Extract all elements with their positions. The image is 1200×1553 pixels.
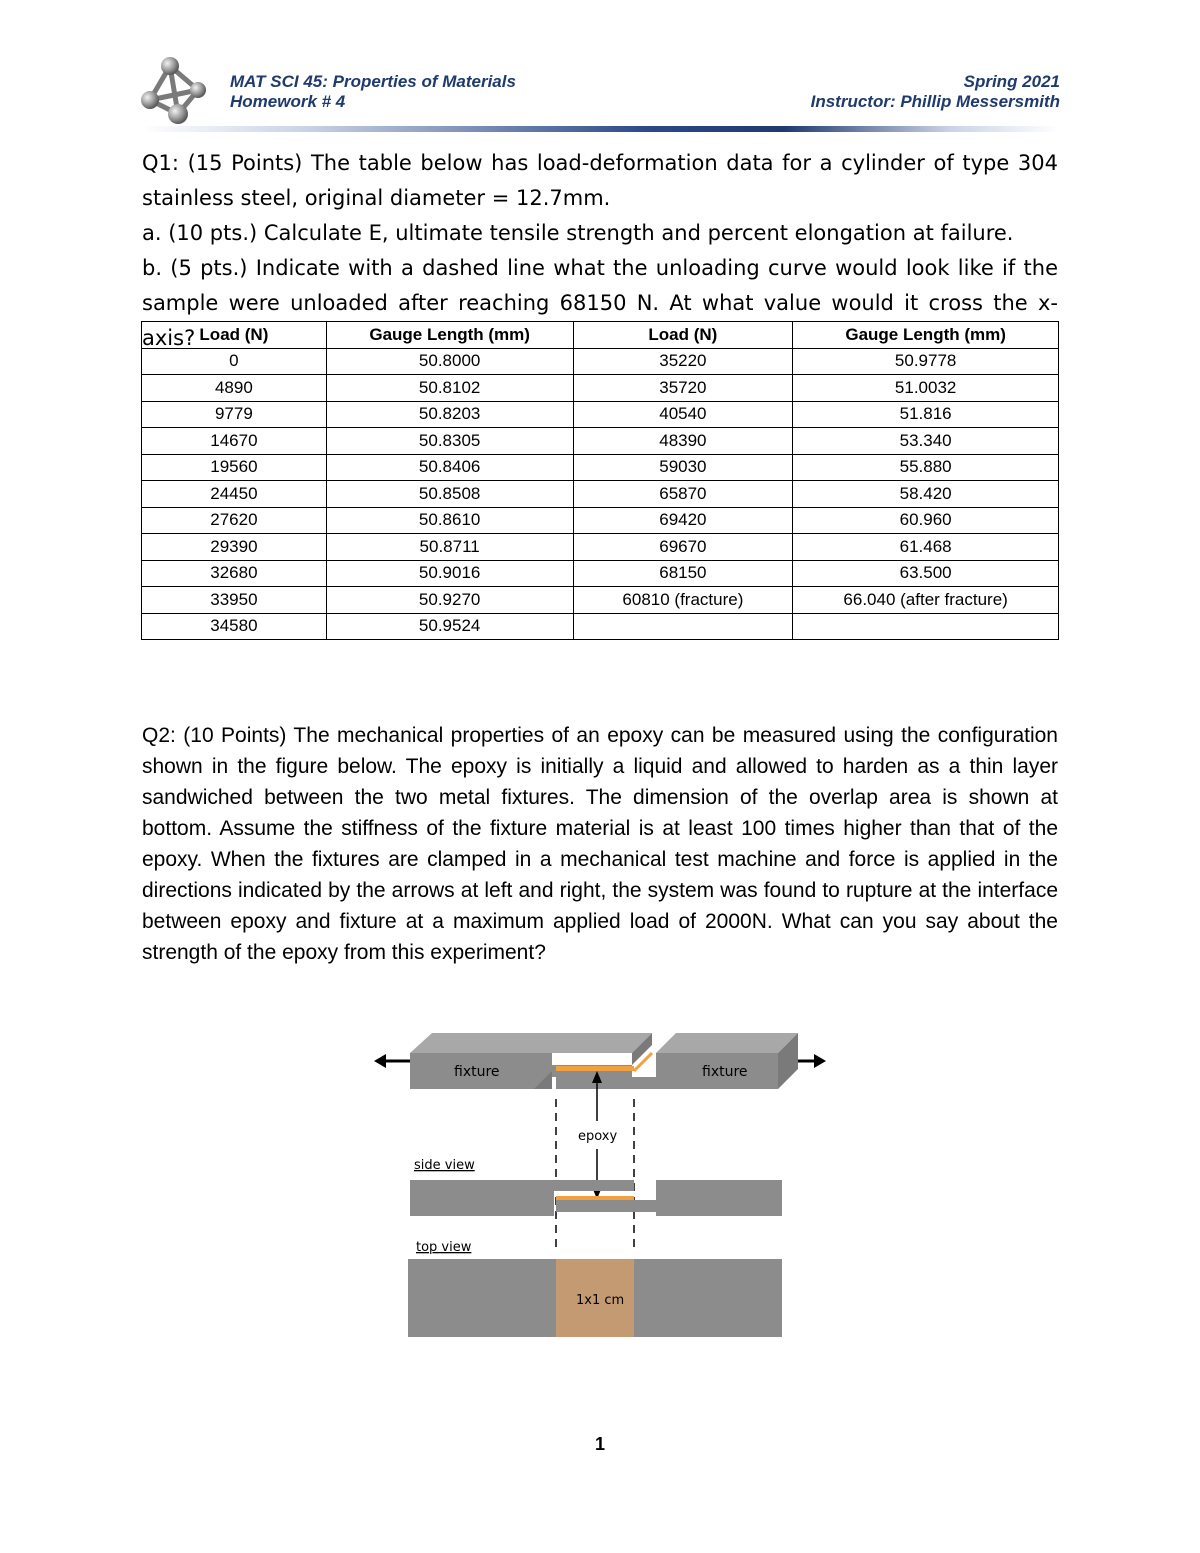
table-cell: 50.8000 — [326, 348, 573, 375]
table-row — [142, 560, 1059, 587]
table-cell: 29390 — [142, 534, 327, 561]
table-cell: 50.9524 — [326, 613, 573, 640]
table-row — [142, 534, 1059, 561]
table-cell — [793, 613, 1059, 640]
table-cell: 65870 — [573, 481, 793, 508]
table-cell: 50.8508 — [326, 481, 573, 508]
table-header-row — [142, 322, 1059, 349]
table-cell: 60.960 — [793, 507, 1059, 534]
column-header: Load (N) — [142, 322, 327, 349]
header-left — [230, 72, 516, 112]
left-force-arrow-icon — [374, 1054, 410, 1068]
table-cell: 58.420 — [793, 481, 1059, 508]
table-cell: 50.8102 — [326, 375, 573, 402]
table-cell: 61.468 — [793, 534, 1059, 561]
assignment-title: Homework # 4 — [230, 92, 346, 111]
side-view-label: side view — [414, 1158, 475, 1173]
table-cell: 63.500 — [793, 560, 1059, 587]
q1-part-b: b. (5 pts.) Indicate with a dashed line what the unloading curve would look like if the sample were unloaded after reaching 68150 N. At what value would it cross the x-axis? — [142, 256, 1058, 350]
column-header: Load (N) — [573, 322, 793, 349]
table-cell: 59030 — [573, 454, 793, 481]
table-cell: 0 — [142, 348, 327, 375]
lap-shear-figure — [370, 1025, 830, 1345]
table-cell: 50.8610 — [326, 507, 573, 534]
course-title: MAT SCI 45: Properties of Materials — [230, 72, 516, 91]
table-cell: 66.040 (after fracture) — [793, 587, 1059, 614]
load-deformation-table — [141, 321, 1059, 640]
table-cell: 51.0032 — [793, 375, 1059, 402]
page-number: 1 — [594, 1434, 605, 1454]
epoxy-label: epoxy — [578, 1129, 618, 1144]
table-cell: 50.9016 — [326, 560, 573, 587]
table-cell: 35720 — [573, 375, 793, 402]
table-row — [142, 401, 1059, 428]
table-cell: 24450 — [142, 481, 327, 508]
fixture-right-label: fixture — [702, 1064, 748, 1080]
table-cell: 69420 — [573, 507, 793, 534]
table-cell: 34580 — [142, 613, 327, 640]
table-row — [142, 428, 1059, 455]
table-cell: 4890 — [142, 375, 327, 402]
column-header: Gauge Length (mm) — [326, 322, 573, 349]
table-cell: 27620 — [142, 507, 327, 534]
table-cell: 55.880 — [793, 454, 1059, 481]
table-cell: 51.816 — [793, 401, 1059, 428]
table-row — [142, 507, 1059, 534]
table-cell: 50.9778 — [793, 348, 1059, 375]
area-label: 1x1 cm — [576, 1293, 625, 1308]
table-cell: 40540 — [573, 401, 793, 428]
table-cell: 14670 — [142, 428, 327, 455]
top-view-label: top view — [416, 1240, 472, 1255]
q2-text: Q2: (10 Points) The mechanical properties of an epoxy can be measured using the configuration shown in the figure below. The epoxy is initially a liquid and allowed to harden as a thin layer sandwiched between the two metal fixtures. The dimension of the overlap area is shown at bottom. Assume the stiffness of the fixture material is at least 100 times higher than that of the epoxy. When the fixtures are clamped in a mechanical test machine and force is applied in the directions indicated by the arrows at left and right, the system was found to rupture at the interface between epoxy and fixture at a maximum applied load of 2000N. What can you say about the strength of the epoxy from this experiment? — [142, 724, 1058, 964]
table-cell: 48390 — [573, 428, 793, 455]
instructor: Instructor: Phillip Messersmith — [810, 92, 1060, 111]
q1-intro: Q1: (15 Points) The table below has load-deformation data for a cylinder of type 304 stainless steel, original diameter = 12.7mm. — [142, 151, 1058, 210]
table-cell: 50.8711 — [326, 534, 573, 561]
side-view-drawing — [410, 1180, 782, 1216]
table-cell: 50.8203 — [326, 401, 573, 428]
molecule-logo-icon — [138, 56, 218, 128]
table-cell: 19560 — [142, 454, 327, 481]
table-row — [142, 454, 1059, 481]
table-row — [142, 375, 1059, 402]
header-rule — [140, 126, 1060, 132]
table-row — [142, 587, 1059, 614]
term: Spring 2021 — [963, 72, 1060, 91]
column-header: Gauge Length (mm) — [793, 322, 1059, 349]
table-cell: 69670 — [573, 534, 793, 561]
question-2 — [142, 720, 1058, 968]
table-cell: 50.8406 — [326, 454, 573, 481]
epoxy-layer — [556, 1066, 634, 1071]
fixture-left-label: fixture — [454, 1064, 500, 1080]
table-row — [142, 481, 1059, 508]
table-cell: 33950 — [142, 587, 327, 614]
table-cell — [573, 613, 793, 640]
table-cell: 60810 (fracture) — [573, 587, 793, 614]
table-cell: 50.9270 — [326, 587, 573, 614]
table-cell: 9779 — [142, 401, 327, 428]
q1-part-a: a. (10 pts.) Calculate E, ultimate tensile strength and percent elongation at failure. — [142, 221, 1014, 245]
table-cell: 50.8305 — [326, 428, 573, 455]
table-cell: 68150 — [573, 560, 793, 587]
table-row — [142, 613, 1059, 640]
table-cell: 53.340 — [793, 428, 1059, 455]
table-row — [142, 348, 1059, 375]
table-cell: 35220 — [573, 348, 793, 375]
table-cell: 32680 — [142, 560, 327, 587]
header-right — [811, 72, 1060, 112]
